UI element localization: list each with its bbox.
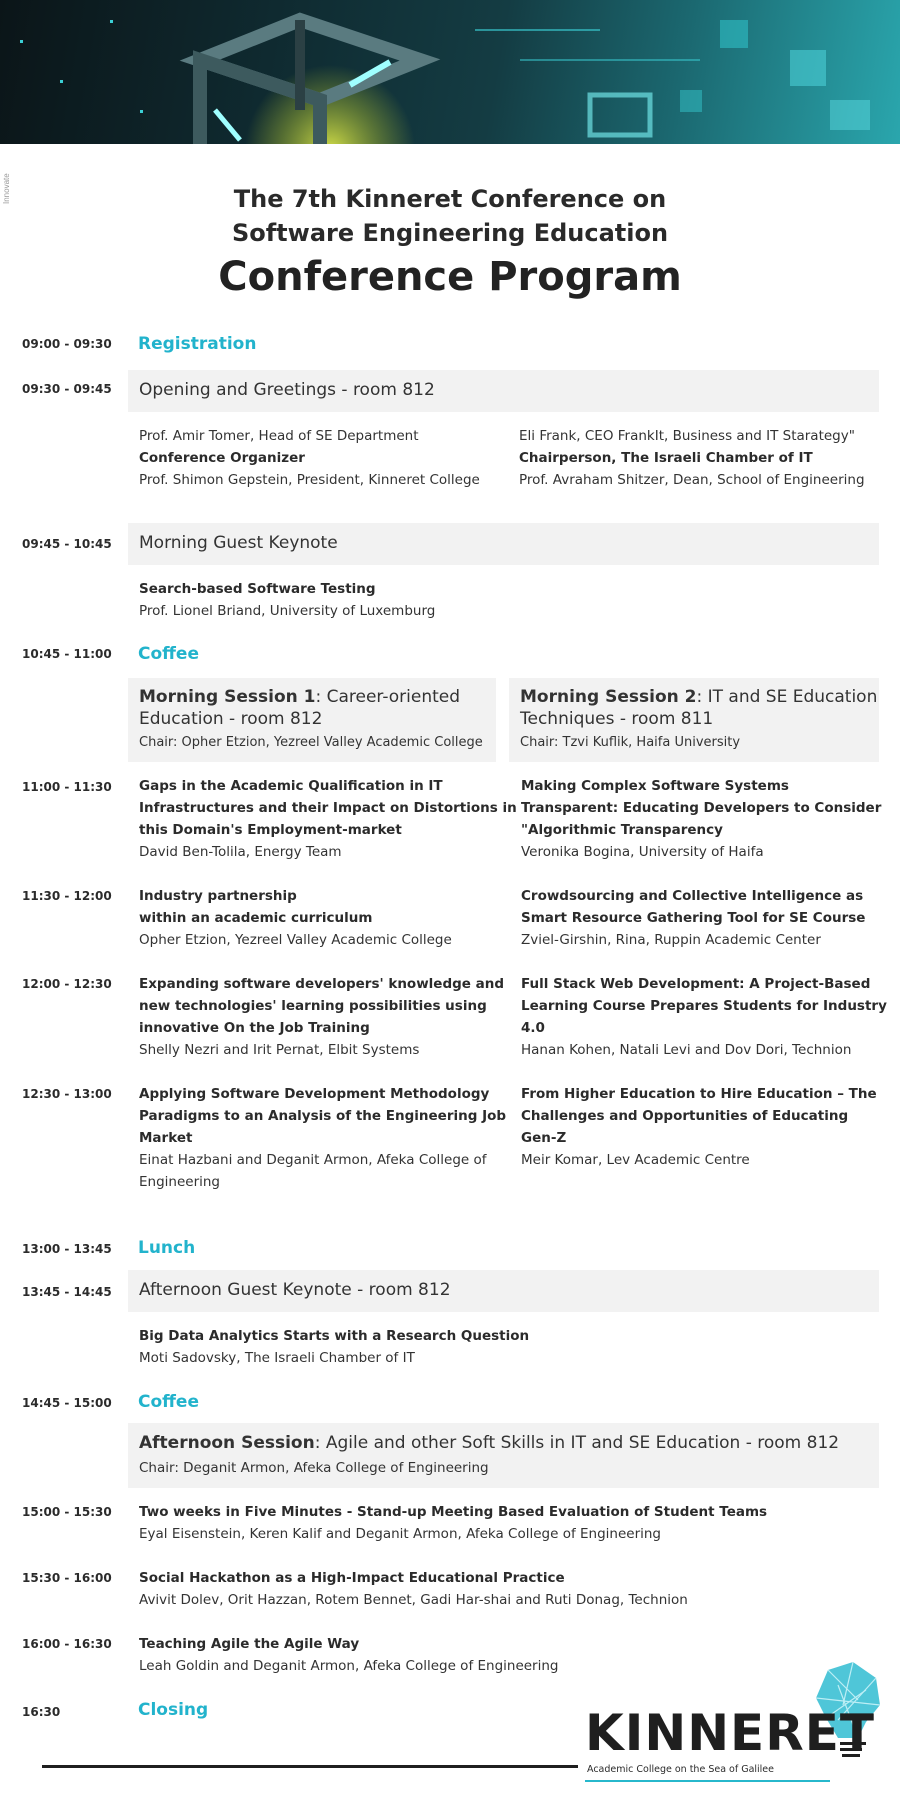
talk-speaker: Meir Komar, Lev Academic Centre [521, 1152, 750, 1168]
talk-title: Two weeks in Five Minutes - Stand-up Meeting Based Evaluation of Student Teams [139, 1504, 768, 1520]
slot-1-left [139, 775, 517, 863]
talk-speaker: Zviel-Girshin, Rina, Ruppin Academic Center [521, 932, 821, 948]
session-2-header [509, 678, 879, 762]
time-registration: 09:00 - 09:30 [22, 337, 112, 351]
talk-title: Search-based Software Testing [139, 581, 376, 597]
talk-speaker: Opher Etzion, Yezreel Valley Academic College [139, 932, 452, 948]
talk-speaker: Leah Goldin and Deganit Armon, Afeka College of Engineering [139, 1658, 559, 1674]
opening-role: Conference Organizer [139, 450, 305, 466]
talk-speaker: David Ben-Tolila, Energy Team [139, 844, 342, 860]
talk-speaker: Hanan Kohen, Natali Levi and Dov Dori, Technion [521, 1042, 852, 1058]
opening-speaker: Eli Frank, CEO FrankIt, Business and IT Starategy" [519, 428, 855, 444]
session-2-name: Morning Session 2 [520, 687, 697, 707]
opening-speaker: Prof. Avraham Shitzer, Dean, School of Engineering [519, 472, 865, 488]
talk-speaker: Engineering [139, 1174, 220, 1190]
session-2-room: Techniques - room 811 [520, 709, 714, 729]
talk-title: Challenges and Opportunities of Educating [521, 1108, 849, 1124]
talk-title: innovative On the Job Training [139, 1020, 370, 1036]
session-2-topic: : IT and SE Education [696, 687, 878, 707]
session-3-name: Afternoon Session [139, 1433, 315, 1453]
talk-title: Paradigms to an Analysis of the Engineering Job [139, 1108, 507, 1124]
opening-bar [128, 370, 879, 412]
talk-title: Market [139, 1130, 193, 1146]
talk-title: "Algorithmic Transparency [521, 822, 723, 838]
time-slot-1: 11:00 - 11:30 [22, 780, 112, 794]
talk-title: Full Stack Web Development: A Project-Based [521, 976, 871, 992]
talk-title: Learning Course Prepares Students for Industry [521, 998, 887, 1014]
slot-3-right [521, 973, 887, 1061]
talk-title: Gaps in the Academic Qualification in IT [139, 778, 443, 794]
conference-title-line2: Software Engineering Education [231, 219, 669, 247]
talk-title: Expanding software developers' knowledge and [139, 976, 505, 992]
time-slot-7: 16:00 - 16:30 [22, 1637, 112, 1651]
talk-title: Social Hackathon as a High-Impact Educational Practice [139, 1570, 565, 1586]
session-3-title [139, 1432, 839, 1454]
session-3-header [128, 1423, 879, 1488]
session-1-title [139, 686, 460, 730]
talk-title: Crowdsourcing and Collective Intelligence as [521, 888, 864, 904]
keynote-morning-block [139, 578, 435, 622]
kinneret-logo [580, 1660, 890, 1790]
opening-role: Chairperson, The Israeli Chamber of IT [519, 450, 813, 466]
slot-6 [139, 1567, 688, 1611]
talk-title: Big Data Analytics Starts with a Research Question [139, 1328, 530, 1344]
opening-title: Opening and Greetings - room 812 [139, 380, 435, 400]
talk-speaker: Avivit Dolev, Orit Hazzan, Rotem Bennet, Gadi Har-shai and Ruti Donag, Technion [139, 1592, 688, 1608]
conference-title-line1: The 7th Kinneret Conference on [233, 185, 667, 213]
keynote-afternoon-title: Afternoon Guest Keynote - room 812 [139, 1280, 451, 1300]
slot-3-left [139, 973, 504, 1061]
keynote-morning-bar [128, 523, 879, 565]
side-label: Innovate [2, 173, 11, 204]
banner-graphic [0, 0, 900, 144]
talk-title: Applying Software Development Methodology [139, 1086, 490, 1102]
coffee-label: Coffee [138, 644, 199, 664]
time-slot-2: 11:30 - 12:00 [22, 889, 112, 903]
slot-2-right [521, 885, 865, 951]
program-heading: Conference Program [218, 254, 682, 300]
slot-5 [139, 1501, 767, 1545]
page-title [0, 182, 900, 302]
time-keynote-morning: 09:45 - 10:45 [22, 537, 112, 551]
slot-4-left [139, 1083, 506, 1193]
header-banner [0, 0, 900, 144]
talk-title: new technologies' learning possibilities using [139, 998, 487, 1014]
footer-divider [42, 1765, 578, 1768]
session-1-header [128, 678, 496, 762]
opening-right-block [519, 425, 865, 491]
talk-title: Infrastructures and their Impact on Distortions in [139, 800, 517, 816]
session-1-name: Morning Session 1 [139, 687, 316, 707]
time-slot-6: 15:30 - 16:00 [22, 1571, 112, 1585]
talk-title: Making Complex Software Systems [521, 778, 789, 794]
talk-title: Gen-Z [521, 1130, 567, 1146]
session-1-topic: : Career-oriented [315, 687, 461, 707]
time-opening: 09:30 - 09:45 [22, 382, 112, 396]
time-lunch: 13:00 - 13:45 [22, 1242, 112, 1256]
closing-label: Closing [138, 1700, 209, 1720]
slot-1-right [521, 775, 881, 863]
time-closing: 16:30 [22, 1705, 61, 1719]
time-slot-4: 12:30 - 13:00 [22, 1087, 112, 1101]
session-3-chair: Chair: Deganit Armon, Afeka College of Engineering [139, 1460, 489, 1476]
talk-speaker: Veronika Bogina, University of Haifa [521, 844, 764, 860]
logo-wordmark: KINNERET [585, 1704, 875, 1762]
session-2-chair: Chair: Tzvi Kuflik, Haifa University [520, 735, 741, 750]
slot-2-left [139, 885, 452, 951]
slot-7 [139, 1633, 559, 1677]
talk-title: Transparent: Educating Developers to Consider [521, 800, 882, 816]
registration-label: Registration [138, 334, 257, 354]
talk-speaker: Einat Hazbani and Deganit Armon, Afeka College of [139, 1152, 487, 1168]
keynote-afternoon-block [139, 1325, 529, 1369]
logo-underline [585, 1780, 830, 1782]
keynote-afternoon-bar [128, 1270, 879, 1312]
slot-4-right [521, 1083, 877, 1171]
time-slot-5: 15:00 - 15:30 [22, 1505, 112, 1519]
talk-speaker: Moti Sadovsky, The Israeli Chamber of IT [139, 1350, 415, 1366]
session-2-title [520, 686, 877, 730]
session-1-room: Education - room 812 [139, 709, 323, 729]
opening-speaker: Prof. Amir Tomer, Head of SE Department [139, 428, 419, 444]
talk-title: within an academic curriculum [139, 910, 373, 926]
talk-speaker: Shelly Nezri and Irit Pernat, Elbit Systems [139, 1042, 420, 1058]
talk-title: this Domain's Employment-market [139, 822, 402, 838]
talk-title: From Higher Education to Hire Education – The [521, 1086, 877, 1102]
time-slot-3: 12:00 - 12:30 [22, 977, 112, 991]
talk-title: Industry partnership [139, 888, 297, 904]
talk-speaker: Prof. Lionel Briand, University of Luxemburg [139, 603, 436, 619]
keynote-morning-title: Morning Guest Keynote [139, 533, 338, 553]
talk-speaker: Eyal Eisenstein, Keren Kalif and Deganit Armon, Afeka College of Engineering [139, 1526, 661, 1542]
time-coffee-1: 10:45 - 11:00 [22, 647, 112, 661]
talk-title: Teaching Agile the Agile Way [139, 1636, 360, 1652]
talk-title: 4.0 [521, 1020, 545, 1036]
coffee-label: Coffee [138, 1392, 199, 1412]
time-coffee-2: 14:45 - 15:00 [22, 1396, 112, 1410]
time-keynote-afternoon: 13:45 - 14:45 [22, 1285, 112, 1299]
lunch-label: Lunch [138, 1238, 196, 1258]
opening-speaker: Prof. Shimon Gepstein, President, Kinneret College [139, 472, 480, 488]
opening-left-block [139, 425, 480, 491]
logo-subtitle: Academic College on the Sea of Galilee [587, 1764, 774, 1775]
session-1-chair: Chair: Opher Etzion, Yezreel Valley Academic College [139, 735, 483, 750]
talk-title: Smart Resource Gathering Tool for SE Course [521, 910, 866, 926]
session-3-topic: : Agile and other Soft Skills in IT and SE Education - room 812 [314, 1433, 840, 1453]
